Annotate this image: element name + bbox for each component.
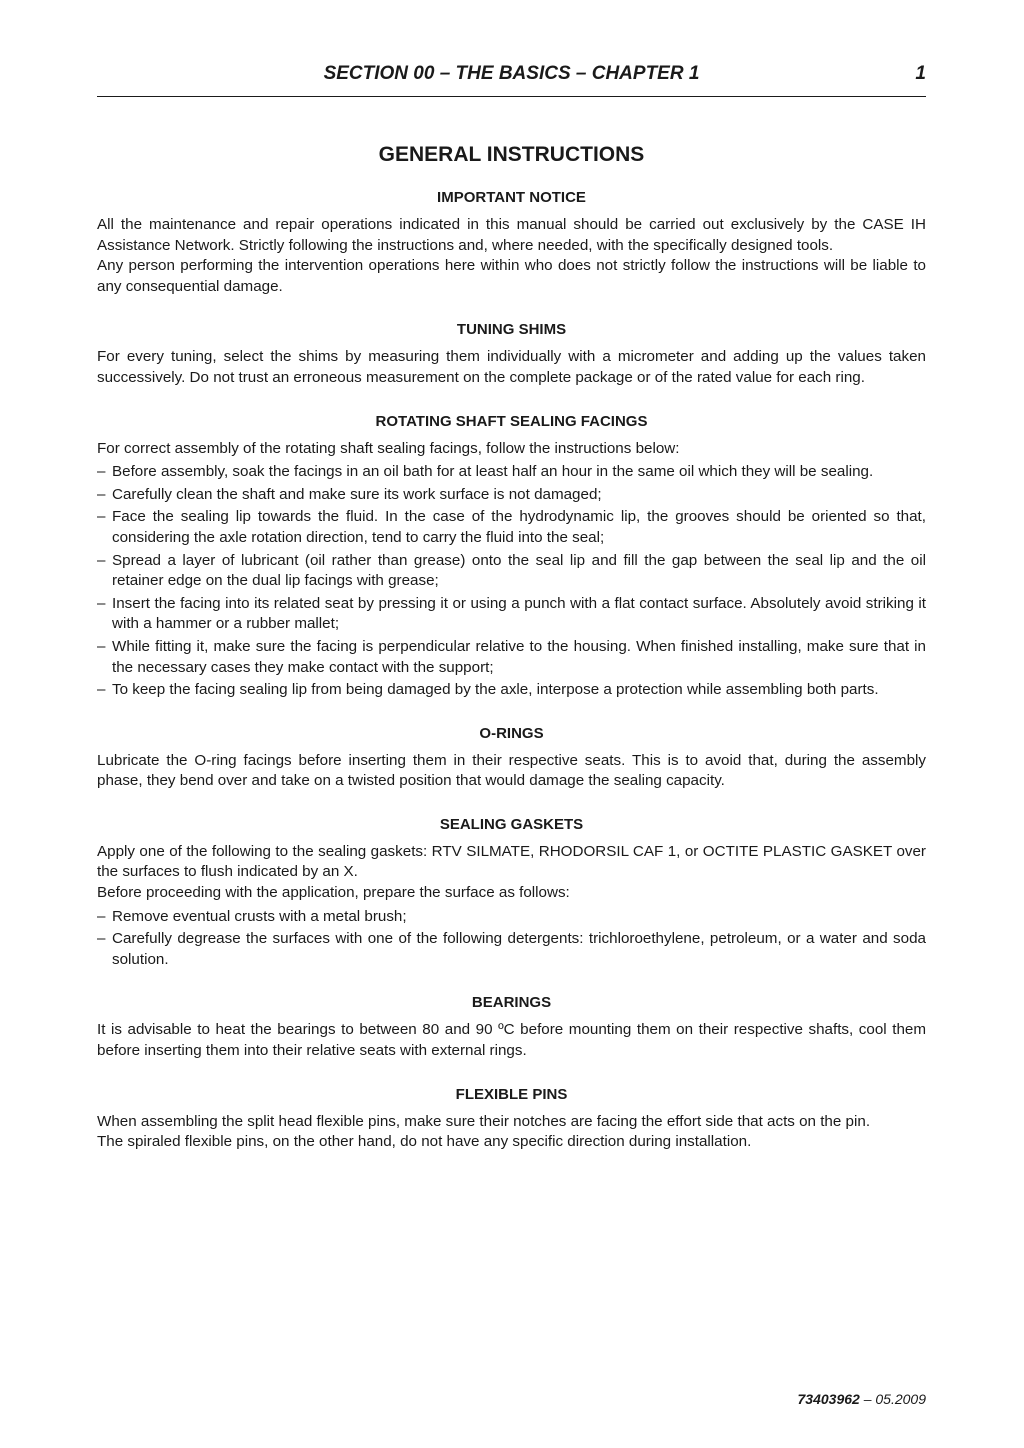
page-header bbox=[97, 62, 926, 90]
section-o-rings bbox=[97, 723, 926, 792]
list-item-text: Spread a layer of lubricant (oil rather than grease) onto the seal lip and fill the gap between the seal lip and the oil retainer edge on the dual lip facings with grease; bbox=[112, 551, 926, 590]
chapter-title: SECTION 00 – THE BASICS – CHAPTER 1 bbox=[323, 63, 700, 84]
section-heading: SEALING GASKETS bbox=[439, 815, 584, 833]
list-item bbox=[97, 594, 926, 635]
bullet-dash: – bbox=[97, 681, 106, 699]
list-item-text: Face the sealing lip towards the fluid. In the case of the hydrodynamic lip, the grooves should be oriented so that, considering the axle rotation direction, tend to carry the fluid into the seal; bbox=[112, 508, 926, 546]
list-item bbox=[97, 637, 926, 678]
bullet-dash: – bbox=[97, 463, 106, 481]
bullet-dash: – bbox=[97, 594, 106, 612]
list-item bbox=[97, 485, 926, 506]
section-rotating-shaft-sealing-facings bbox=[97, 411, 926, 701]
paragraph: Any person performing the intervention operations here within who does not strictly follow the instructions will be liable to any consequential damage. bbox=[97, 257, 926, 295]
section-heading: ROTATING SHAFT SEALING FACINGS bbox=[375, 412, 648, 430]
list-item-text: To keep the facing sealing lip from being damaged by the axle, interpose a protection while assembling both parts. bbox=[112, 681, 879, 699]
section-heading: BEARINGS bbox=[471, 994, 552, 1012]
paragraph: When assembling the split head flexible pins, make sure their notches are facing the effort side that acts on the pin. bbox=[97, 1112, 871, 1130]
section-heading: O-RINGS bbox=[479, 724, 544, 742]
section-heading: IMPORTANT NOTICE bbox=[437, 189, 586, 206]
list-item-text: Carefully degrease the surfaces with one of the following detergents: trichloroethylene, petroleum, or a water and soda solution. bbox=[112, 930, 926, 968]
paragraph: Before proceeding with the application, prepare the surface as follows: bbox=[97, 884, 570, 902]
paragraph: Lubricate the O-ring facings before inserting them in their respective seats. This is to avoid that, during the assembly phase, they bend over and take on a twisted position that would damage the sealing capacity. bbox=[97, 751, 926, 790]
paragraph: For correct assembly of the rotating shaft sealing facings, follow the instructions below: bbox=[97, 439, 680, 457]
section-sealing-gaskets bbox=[97, 814, 926, 971]
page-number: 1 bbox=[915, 63, 926, 84]
paragraph: For every tuning, select the shims by measuring them individually with a micrometer and adding up the values taken successively. Do not trust an erroneous measurement on the complete package or of the rated value for each ring. bbox=[97, 348, 926, 386]
paragraph: The spiraled flexible pins, on the other hand, do not have any specific direction during installation. bbox=[97, 1133, 752, 1151]
list-item-text: Insert the facing into its related seat by pressing it or using a punch with a flat contact surface. Absolutely avoid striking it with a hammer or a rubber mallet; bbox=[112, 594, 926, 633]
bullet-dash: – bbox=[97, 907, 106, 925]
section-flexible-pins bbox=[97, 1084, 926, 1153]
document-code: 73403962 bbox=[797, 1391, 860, 1407]
section-bearings bbox=[97, 992, 926, 1061]
paragraph: Apply one of the following to the sealing gaskets: RTV SILMATE, RHODORSIL CAF 1, or OCTITE PLASTIC GASKET over the surfaces to flush indicated by an X. bbox=[97, 842, 926, 881]
list-item bbox=[97, 551, 926, 592]
bullet-list bbox=[97, 462, 926, 701]
list-item-text: Remove eventual crusts with a metal brush; bbox=[112, 907, 407, 925]
page-footer bbox=[798, 1389, 926, 1409]
paragraph: It is advisable to heat the bearings to between 80 and 90 ºC before mounting them on their respective shafts, cool them before inserting them into their relative seats with external rings. bbox=[97, 1021, 926, 1060]
list-item-text: Before assembly, soak the facings in an oil bath for at least half an hour in the same oil which they will be sealing. bbox=[112, 463, 874, 481]
document-date: 05.2009 bbox=[875, 1391, 926, 1407]
list-item bbox=[97, 680, 926, 701]
list-item-text: While fitting it, make sure the facing is perpendicular relative to the housing. When finished installing, make sure that in the necessary cases they make contact with the support; bbox=[112, 637, 926, 676]
bullet-dash: – bbox=[97, 485, 106, 503]
bullet-dash: – bbox=[97, 637, 106, 655]
list-item bbox=[97, 507, 926, 548]
section-heading: FLEXIBLE PINS bbox=[455, 1085, 568, 1103]
list-item bbox=[97, 929, 926, 970]
list-item bbox=[97, 907, 926, 928]
page-title: GENERAL INSTRUCTIONS bbox=[378, 143, 645, 166]
paragraph: All the maintenance and repair operations indicated in this manual should be carried out exclusively by the CASE IH Assistance Network. Strictly following the instructions and, where needed, with the specifically designed tools. bbox=[97, 216, 926, 254]
bullet-dash: – bbox=[97, 551, 106, 569]
section-tuning-shims bbox=[97, 319, 926, 388]
section-important-notice bbox=[97, 187, 926, 297]
bullet-list bbox=[97, 907, 926, 971]
bullet-dash: – bbox=[97, 930, 106, 948]
list-item-text: Carefully clean the shaft and make sure its work surface is not damaged; bbox=[112, 485, 602, 503]
list-item bbox=[97, 462, 926, 483]
header-divider bbox=[97, 96, 926, 97]
bullet-dash: – bbox=[97, 508, 106, 526]
section-heading: TUNING SHIMS bbox=[456, 321, 567, 339]
footer-separator: – bbox=[859, 1391, 876, 1407]
page-body bbox=[97, 140, 926, 1175]
